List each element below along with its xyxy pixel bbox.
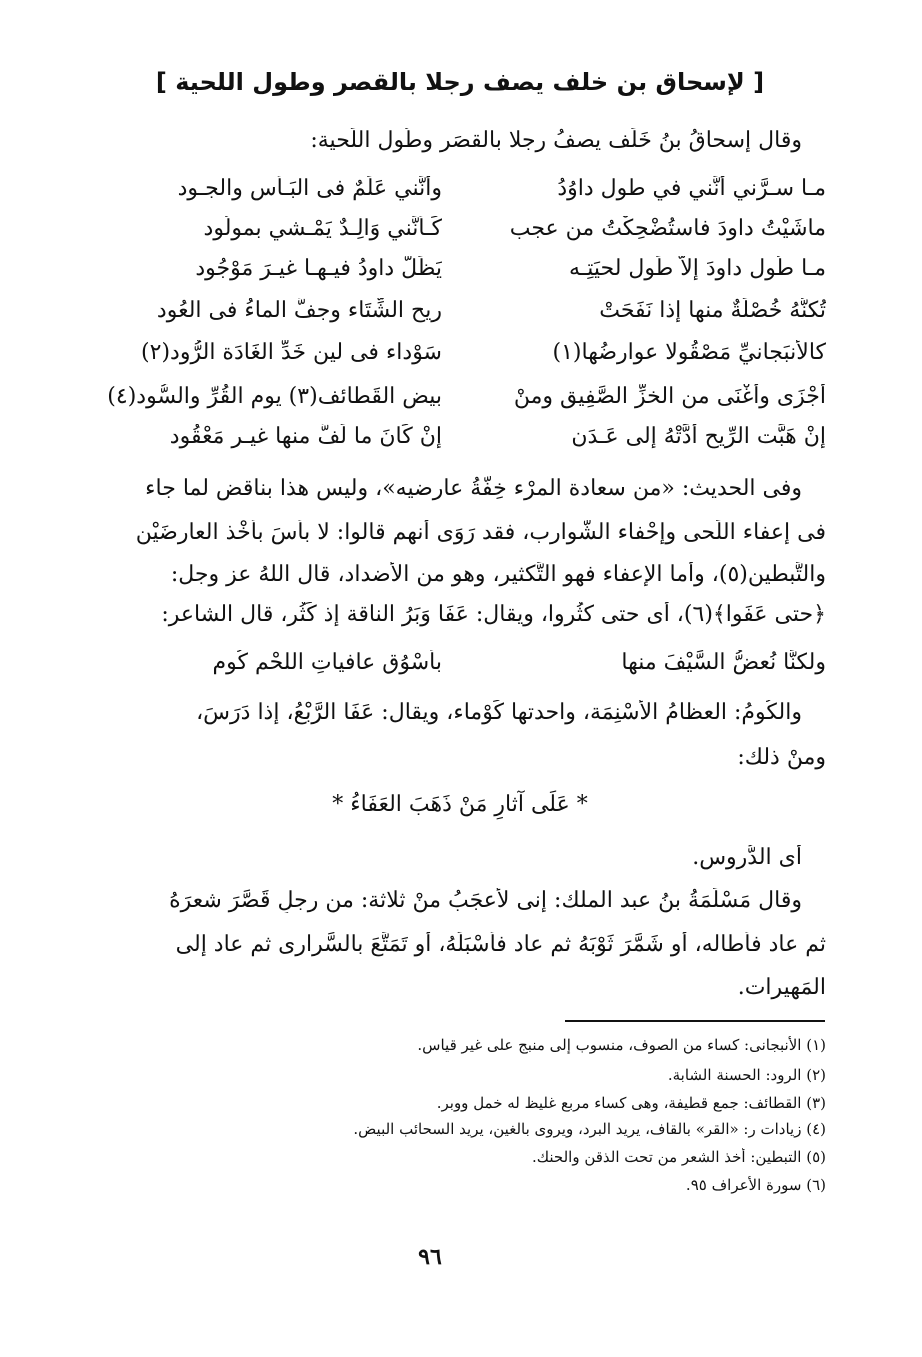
body2-line-2: ومنْ ذلك:: [737, 745, 826, 770]
footnote-5: (٥) التبطين: أخذ الشعر من تحت الذقن والحنك.: [531, 1148, 826, 1166]
quoted-hemistich: * عَلَى آثارِ مَنْ ذَهَبَ العَفَاءُ *: [332, 792, 588, 817]
verse-3-second-hemistich: يَظَلُّ داودُ فيـهـا غيـرَ مَوْجُود: [195, 256, 442, 281]
footnote-divider: [565, 1020, 825, 1022]
verse-6-second-hemistich: بيض القَطائف(٣) يوم القُرِّ والسُّود(٤): [107, 384, 442, 409]
quote-explanation: أى الدُّروس.: [692, 845, 802, 870]
body-line-3: والتَّبطين(٥)، وأما الإعفاء فهو التَّكثير، وهو من الأضداد، قال اللهُ عز وجل:: [170, 562, 826, 587]
verse-1-second-hemistich: وأنَّني عَلَمٌ فى البَـأْسِ والجـود: [177, 176, 442, 201]
page-number: ٩٦: [418, 1244, 442, 1270]
footnote-6: (٦) سورة الأعراف ٩٥.: [685, 1176, 826, 1194]
body3-line-3: المَهيرات.: [737, 975, 826, 1000]
verse-3-first-hemistich: مـا طُول داودَ إلاَّ طَول لحيَتِـه: [568, 256, 826, 281]
body-line-4: ﴿حتى عَفَوا﴾(٦)، أى حتى كثُروا، ويقال: عَفَا وَبَرُ الناقة إذ كَثُر، قال الشاعر:: [161, 602, 826, 627]
body-line-1: وفى الحديث: «من سعادة المرْء خِفَّةُ عارضيه»، وليس هذا بناقض لما جاء: [145, 476, 802, 501]
verse-7-first-hemistich: إنْ هَبَّت الرِّيح أَدَّتْهُ إلى عَـدَن: [571, 424, 826, 449]
verse-7-second-hemistich: إنْ كَانَ ما لَفَّ منها غيـر مَعْقُود: [169, 424, 442, 449]
body-line-2: فى إعفاء اللِّحى وإحْفاء الشَّوارب، فقد رَوَى أنهم قالوا: لا بأسَ بأخْذ العارضَيْن: [135, 520, 826, 545]
verse-8-second-hemistich: بأسْوُقِ عافياتِ اللحْم كُوم: [212, 650, 442, 675]
body3-line-2: ثم عاد فأطاله، أو شَمَّرَ ثَوْبَهُ ثم عاد فأسْبَلَهُ، أو تَمَتَّعَ بالسَّرارى ثم عاد إلى: [175, 932, 826, 957]
body2-line-1: والكُومُ: العظامُ الأسْنِمَة، واحدتها كَوْماء، ويقال: عَفَا الرَّبْعُ، إذا دَرَسَ،: [196, 700, 802, 725]
footnote-2: (٢) الرود: الحسنة الشابة.: [667, 1066, 826, 1084]
verse-5-first-hemistich: كالأنبَجانيِّ مَصْقُولا عوارضُها(١): [552, 340, 826, 365]
verse-2-second-hemistich: كَـأَنَّني وَالِـدٌ يَمْـشي بمولُود: [203, 216, 442, 241]
footnote-3: (٣) القطائف: جمع قطيفة، وهى كساء مربع غليظ له خمل ووبر.: [436, 1094, 826, 1112]
verse-2-first-hemistich: ماشَيْتُ داودَ فاستُضْحِكْتُ من عجب: [509, 216, 826, 241]
verse-6-first-hemistich: أجْزَى وأغْنَى من الخزِّ الصَّفِيق ومنْ: [513, 384, 826, 409]
footnote-4: (٤) زيادات ر: «القر» بالقاف، يريد البرد، ويروى بالغين، يريد السحائب البيض.: [353, 1120, 826, 1138]
intro-paragraph: وقال إسحاقُ بنُ خَلَف يصفُ رجلا بالقصَر وطُول اللِّحية:: [310, 128, 802, 153]
verse-8-first-hemistich: ولكنَّا نُعضُّ السَّيْفَ منها: [621, 650, 826, 675]
verse-4-second-hemistich: ريح الشِّتَاء وجفَّ الماءُ فى العُود: [156, 298, 442, 323]
verse-1-first-hemistich: مـا سـرَّني أنَّني في طول داوُدُ: [557, 176, 826, 201]
footnote-1: (١) الأنبجانى: كساء من الصوف، منسوب إلى منبج على غير قياس.: [417, 1036, 826, 1054]
verse-4-first-hemistich: تُكنُّهُ خُصْلَةٌ منها إذا نَفَحَتْ: [599, 298, 826, 323]
body3-line-1: وقال مَسْلَمَةُ بنُ عبد الملك: إنى لأعجَبُ منْ ثلاثة: من رجلٍ قَصَّرَ شعرَهُ: [169, 888, 802, 913]
verse-5-second-hemistich: سَوْداء فى لين خَدِّ الغَادَة الرُّود(٢): [141, 340, 442, 365]
section-title: [ لإسحاق بن خلف يصف رجلا بالقصر وطول اللحية ]: [155, 68, 765, 96]
